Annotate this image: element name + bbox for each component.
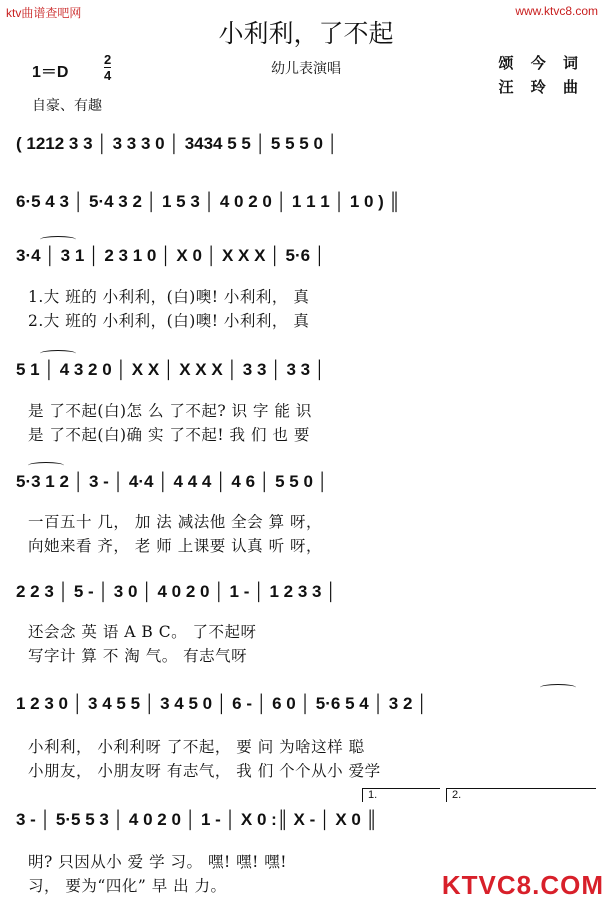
site-watermark-top-left: ktv曲谱查吧网	[6, 6, 82, 20]
lyric-line-7-verse-1: 小利利， 小利利呀 了不起， 要 问 为啥这样 聪	[28, 738, 365, 756]
lyric-line-5-verse-1: 一百五十 几， 加 法 减法他 全会 算 呀，	[28, 513, 322, 531]
score-line-7: 1 2 3 0 │ 3 4 5 5 │ 3 4 5 0 │ 6 - │ 6 0 │ 5·6 5 4 │ 3 2 │	[16, 694, 428, 713]
volta-bracket-2	[446, 788, 596, 789]
volta-bracket-1-hook	[362, 788, 363, 802]
time-signature	[104, 53, 111, 82]
slur-mark	[540, 684, 576, 691]
volta-label-2: 2.	[452, 789, 462, 801]
lyric-line-7-verse-2: 小朋友， 小朋友呀 有志气， 我 们 个个从小 爱学	[28, 762, 381, 780]
score-line-6: 2 2 3 │ 5 - │ 3 0 │ 4 0 2 0 │ 1 - │ 1 2 3 3 │	[16, 582, 337, 601]
score-line-2: 6·5 4 3 │ 5·4 3 2 │ 1 5 3 │ 4 0 2 0 │ 1 1 1 │ 1 0 ) ║	[16, 192, 401, 211]
tempo-marking: 自豪、有趣	[32, 98, 102, 114]
score-line-8: 3 - │ 5·5 5 3 │ 4 0 2 0 │ 1 - │ X 0 :║ X - │ X 0 ║	[16, 810, 378, 829]
time-signature-bottom: 4	[104, 68, 112, 83]
site-logo-bottom: KTVC8.COM	[441, 870, 604, 900]
lyric-line-6-verse-2: 写字计 算 不 淘 气。 有志气呀	[28, 647, 248, 665]
slur-mark	[28, 462, 64, 469]
key-signature: 1＝D	[32, 64, 69, 81]
lyric-line-5-verse-2: 向她来看 齐， 老 师 上课要 认真 听 呀，	[28, 537, 322, 555]
lyric-line-4-verse-2: 是 了不起(白)确 实 了不起! 我 们 也 要	[28, 426, 310, 444]
lyric-line-6-verse-1: 还会念 英 语 A B C。 了不起呀	[28, 623, 257, 641]
slur-mark	[40, 350, 76, 357]
lyric-line-3-verse-2: 2.大 班的 小利利，(白)噢! 小利利， 真	[28, 312, 310, 330]
score-line-1: ( 1212 3 3 │ 3 3 3 0 │ 3434 5 5 │ 5 5 5 0 │	[16, 134, 339, 153]
time-signature-top: 2	[104, 52, 112, 67]
site-watermark-top-right: www.ktvc8.com	[515, 4, 598, 18]
score-line-5: 5·3 1 2 │ 3 - │ 4·4 │ 4 4 4 │ 4 6 │ 5 5 0 │	[16, 472, 329, 491]
lyric-line-4-verse-1: 是 了不起(白)怎 么 了不起? 识 字 能 识	[28, 402, 312, 420]
lyricist-credit: 颂 今 词	[498, 54, 584, 72]
volta-label-1: 1.	[368, 789, 378, 801]
score-line-4: 5 1 │ 4 3 2 0 │ X X │ X X X │ 3 3 │ 3 3 │	[16, 360, 326, 379]
slur-mark	[40, 236, 76, 243]
lyric-line-8-verse-2: 习， 要为“四化” 早 出 力。	[28, 877, 227, 895]
score-line-3: 3·4 │ 3 1 │ 2 3 1 0 │ X 0 │ X X X │ 5·6 │	[16, 246, 326, 265]
lyric-line-8-verse-1: 明? 只因从小 爱 学 习。 嘿! 嘿! 嘿!	[28, 853, 287, 871]
volta-bracket-2-hook	[446, 788, 447, 802]
song-subtitle: 幼儿表演唱	[271, 61, 341, 77]
composer-credit: 汪 玲 曲	[498, 78, 584, 96]
song-title: 小利利，了不起	[218, 19, 394, 48]
lyric-line-3-verse-1: 1.大 班的 小利利，(白)噢! 小利利， 真	[28, 288, 310, 306]
